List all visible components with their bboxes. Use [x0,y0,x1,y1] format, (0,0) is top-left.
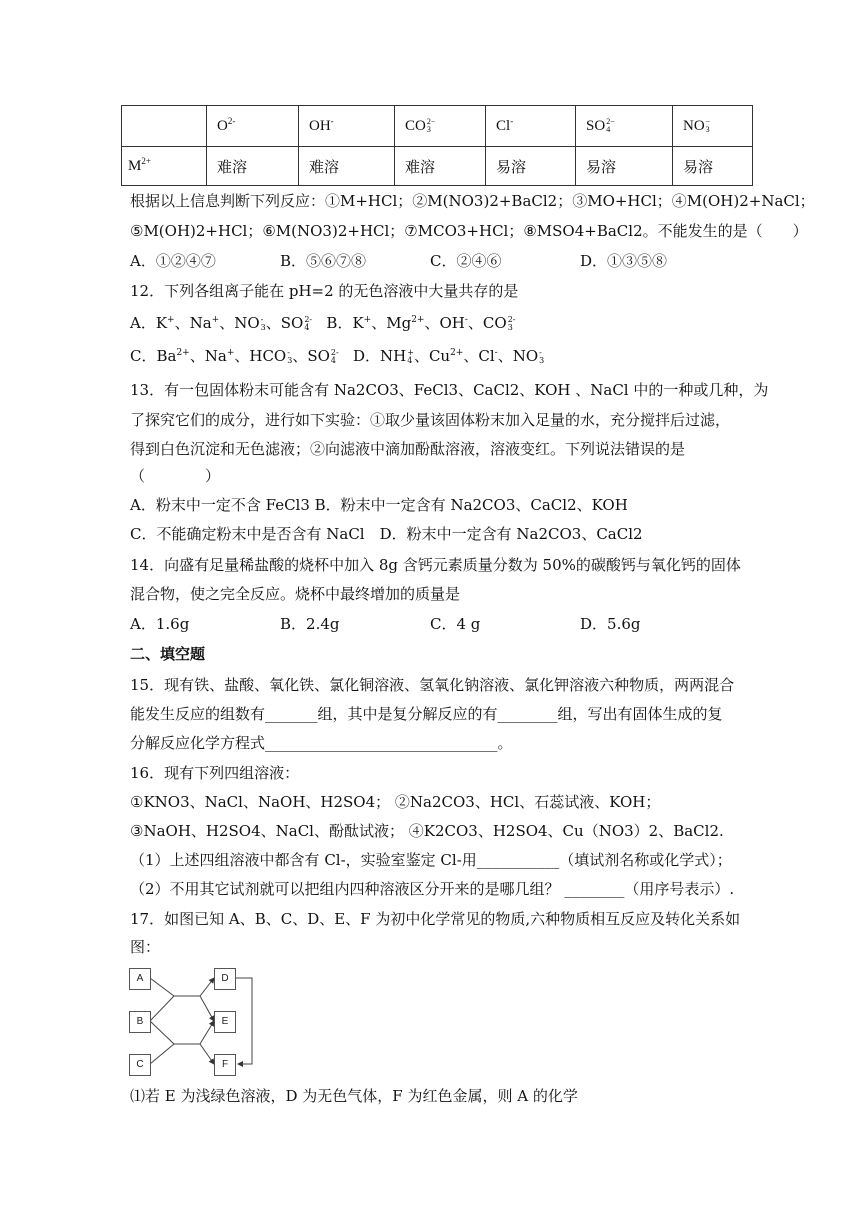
q14-line-2: 混合物，使之完全反应。烧杯中最终增加的质量是 [130,585,461,603]
solubility-row [122,147,753,186]
box-d: D [214,968,236,990]
q11-option-a: A．①②④⑦ [130,252,216,270]
q12-options-cd: C．$Ba^{2+}$、Na+、HCO - 3 、SO 2- 4 D．NH + 4 、$Cu^{2+}$、Cl-、NO - 3 [130,347,545,365]
box-e: E [214,1011,236,1033]
q14-option-b: B．2.4g [280,615,340,633]
solubility-table [121,105,753,186]
solubility-cell: 易溶 [576,147,673,186]
solubility-cell: 易溶 [486,147,576,186]
q16-line-4: （1）上述四组溶液中都含有 Cl-，实验室鉴定 Cl-用___________（填试剂名称或化学式）； [130,851,732,869]
solubility-cell: 难溶 [207,147,299,186]
q14-option-a: A．1.6g [130,615,190,633]
box-c: C [129,1054,151,1076]
q11-line-1: 根据以上信息判断下列反应：①M+HCl；②M(NO3)2+BaCl2；③MO+HCl；④M(OH)2+NaCl； [130,192,815,210]
header-blank-cell [122,106,207,147]
q11-line-2: ⑤M(OH)2+HCl；⑥M(NO3)2+HCl；⑦MCO3+HCl；⑧MSO4+BaCl2。不能发生的是（ ） [130,222,808,240]
q17-line-2: 图： [130,938,161,956]
q17-line-3: ⑴若 E 为浅绿色溶液，D 为无色气体，F 为红色金属，则 A 的化学 [130,1087,578,1105]
q13-line-3: 得到白色沉淀和无色滤液；②向滤液中滴加酚酞溶液，溶液变红。下列说法错误的是 [130,440,686,458]
q13-options-ab: A．粉末中一定不含 FeCl3 B．粉末中一定含有 Na2CO3、CaCl2、KOH [130,496,628,514]
q14-option-c: C．4 g [430,615,481,633]
q16-line-3: ③NaOH、H2SO4、NaCl、酚酞试液； ④K2CO3、H2SO4、Cu（NO3）2、BaCl2. [130,822,724,840]
q11-option-c: C．②④⑥ [430,252,502,270]
solubility-cell: 难溶 [299,147,395,186]
q12-stem: 12．下列各组离子能在 pH=2 的无色溶液中大量共存的是 [130,282,519,300]
q16-line-5: （2）不用其它试剂就可以把组内四种溶液区分开来的是哪几组？ ________（用序号表示）. [130,880,735,898]
q13-options-cd: C．不能确定粉末中是否含有 NaCl D．粉末中一定含有 Na2CO3、CaCl2 [130,525,643,543]
section-heading: 二、填空题 [130,645,206,663]
q16-line-2: ①KNO3、NaCl、NaOH、H2SO4； ②Na2CO3、HCl、石蕊试液、KOH； [130,793,661,811]
q12-options-ab: A．K+、Na+、NO - 3 、SO 2- 4 B．K+、$Mg^{2+}$、OH-、CO 2- 3 [130,314,516,332]
solubility-cell: 易溶 [673,147,753,186]
ion-so4-cell: SO 2− 4 [576,106,673,147]
q11-option-d: D．①③⑤⑧ [580,252,668,270]
q13-line-1: 13．有一包固体粉末可能含有 Na2CO3、FeCl3、CaCl2、KOH 、NaCl 中的一种或几种，为 [130,381,769,399]
q11-option-b: B．⑤⑥⑦⑧ [280,252,367,270]
solubility-cell: 难溶 [395,147,486,186]
q13-line-2: 了探究它们的成分，进行如下实验：①取少量该固体粉末加入足量的水，充分搅拌后过滤， [130,411,731,429]
ion-o-cell: $O^{2-}$ [207,106,299,147]
q16-line-1: 16．现有下列四组溶液： [130,764,300,782]
reaction-diagram [128,966,268,1078]
box-b: B [129,1011,151,1033]
box-f: F [214,1054,236,1076]
metal-ion-cell: $M^{2+}$ [122,147,207,186]
ion-oh-cell: OH- [299,106,395,147]
ion-cl-cell: Cl- [486,106,576,147]
ion-co3-cell: CO 2− 3 [395,106,486,147]
q15-line-3: 分解反应化学方程式_______________________________。 [130,734,513,752]
q17-line-1: 17．如图已知 A、B、C、D、E、F 为初中化学常见的物质,六种物质相互反应及转化关系如 [130,910,741,928]
ion-no3-cell: NO − 3 [673,106,753,147]
q13-line-4: （ ） [130,467,221,485]
box-a: A [129,968,151,990]
q14-line-1: 14．向盛有足量稀盐酸的烧杯中加入 8g 含钙元素质量分数为 50%的碳酸钙与氧化钙的固体 [130,556,741,574]
q15-line-2: 能发生反应的组数有_______组，其中是复分解反应的有________组，写出有固体生成的复 [130,705,723,723]
ion-header-row [122,106,753,147]
q14-option-d: D．5.6g [580,615,641,633]
q15-line-1: 15．现有铁、盐酸、氧化铁、氯化铜溶液、氢氧化钠溶液、氯化钾溶液六种物质，两两混合 [130,676,735,694]
